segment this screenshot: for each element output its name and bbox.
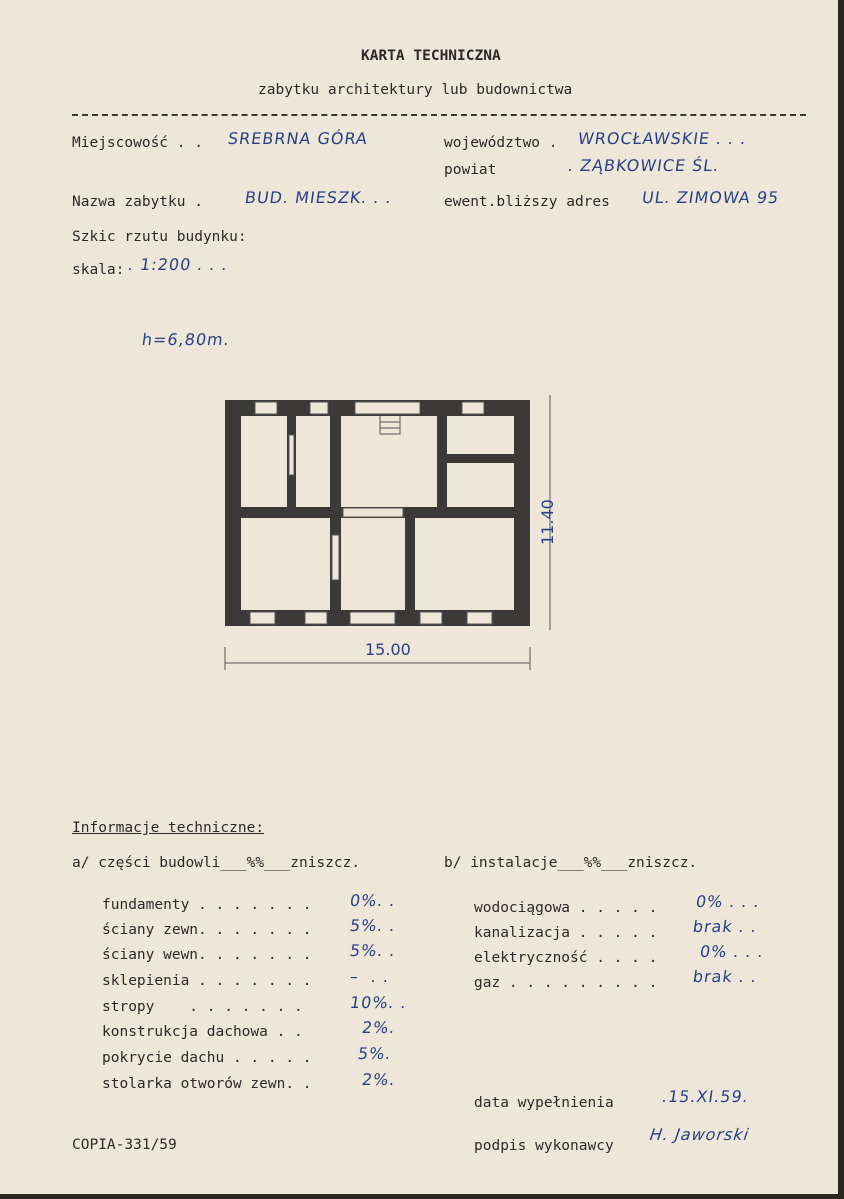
plan-window (310, 402, 328, 414)
section-b-row-label: elektryczność . . . . (474, 950, 658, 966)
skala-value: . 1:200 . . . (126, 255, 230, 274)
document-subtitle: zabytku architektury lub budownictwa (258, 82, 573, 98)
powiat-value: . ZĄBKOWICE ŚL. (566, 156, 721, 175)
plan-wall-inner (330, 416, 341, 610)
plan-wall-right (514, 400, 530, 626)
section-b-row-value: 0% . . . (698, 942, 766, 961)
section-a-row-value: 5%. . (348, 941, 397, 960)
miejscowosc-value: SREBRNA GÓRA (226, 129, 370, 148)
section-b-row-value: 0% . . . (694, 892, 762, 911)
section-a-row-label: fundamenty . . . . . . . (102, 897, 312, 913)
powiat-label: powiat (444, 162, 497, 178)
podpis-label: podpis wykonawcy (474, 1138, 614, 1154)
section-a-row-label: ściany zewn. . . . . . . (102, 922, 312, 938)
szkic-label: Szkic rzutu budynku: (72, 229, 247, 245)
miejscowosc-label: Miejscowość . . (72, 135, 203, 151)
section-b-row-label: kanalizacja . . . . . (474, 925, 658, 941)
section-a-row-label: konstrukcja dachowa . . (102, 1024, 303, 1040)
section-a-row-value: 5%. . (348, 916, 397, 935)
adres-value: UL. ZIMOWA 95 (640, 188, 781, 207)
section-a-row-label: pokrycie dachu . . . . . (102, 1050, 312, 1066)
section-a-row-value: 0%. . (348, 891, 397, 910)
plan-window (467, 612, 492, 624)
wojewodztwo-value: WROCŁAWSKIE . . . (576, 129, 748, 148)
section-b-row-label: gaz . . . . . . . . . (474, 975, 658, 991)
plan-wall-inner (437, 416, 447, 507)
section-a-row-label: ściany wewn. . . . . . . (102, 947, 312, 963)
plan-window (250, 612, 275, 624)
adres-label: ewent.bliższy adres (444, 194, 610, 210)
floor-plan-sketch (205, 385, 590, 675)
section-a-header: a/ części budowli___%%___zniszcz. (72, 855, 361, 871)
plan-door (343, 508, 403, 517)
section-a-row-label: stolarka otworów zewn. . (102, 1076, 312, 1092)
section-a-row-value: 10%. . (348, 993, 409, 1012)
nazwa-value: BUD. MIESZK. . . (243, 188, 394, 207)
plan-wall-inner (447, 454, 514, 463)
section-a-row-value: 2%. (360, 1018, 397, 1037)
plan-window (462, 402, 484, 414)
section-a-row-label: sklepienia . . . . . . . (102, 973, 312, 989)
plan-stairs (380, 416, 400, 434)
plan-window (305, 612, 327, 624)
data-label: data wypełnienia (474, 1095, 614, 1111)
plan-wall-inner (405, 518, 415, 610)
wojewodztwo-label: województwo . (444, 135, 558, 151)
section-b-header: b/ instalacje___%%___zniszcz. (444, 855, 698, 871)
nazwa-label: Nazwa zabytku . (72, 194, 203, 210)
section-b-row-value: brak . . (691, 917, 759, 936)
height-note: h=6,80m. (140, 330, 232, 349)
plan-wall-left (225, 400, 241, 626)
plan-door (289, 435, 294, 475)
plan-door (332, 535, 339, 580)
divider (72, 114, 806, 116)
section-a-row-value: – . . (348, 967, 391, 986)
plan-window (355, 402, 420, 414)
plan-window (255, 402, 277, 414)
document-title: KARTA TECHNICZNA (361, 48, 501, 64)
plan-window (420, 612, 442, 624)
section-a-row-label: stropy . . . . . . . (102, 999, 303, 1015)
section-a-row-value: 5%. (356, 1044, 393, 1063)
section-b-row-value: brak . . (691, 967, 759, 986)
plan-window (350, 612, 395, 624)
plan-depth-label: 11.40 (538, 499, 557, 545)
section-a-row-value: 2%. (360, 1070, 397, 1089)
plan-width-label: 15.00 (365, 640, 411, 659)
section-b-row-label: wodociągowa . . . . . (474, 900, 658, 916)
info-heading: Informacje techniczne: (72, 820, 265, 836)
skala-label: skala: (72, 262, 125, 278)
copy-code: COPIA-331/59 (72, 1137, 177, 1153)
data-value: .15.XI.59. (660, 1087, 751, 1106)
signature: H. Jaworski (648, 1125, 751, 1144)
